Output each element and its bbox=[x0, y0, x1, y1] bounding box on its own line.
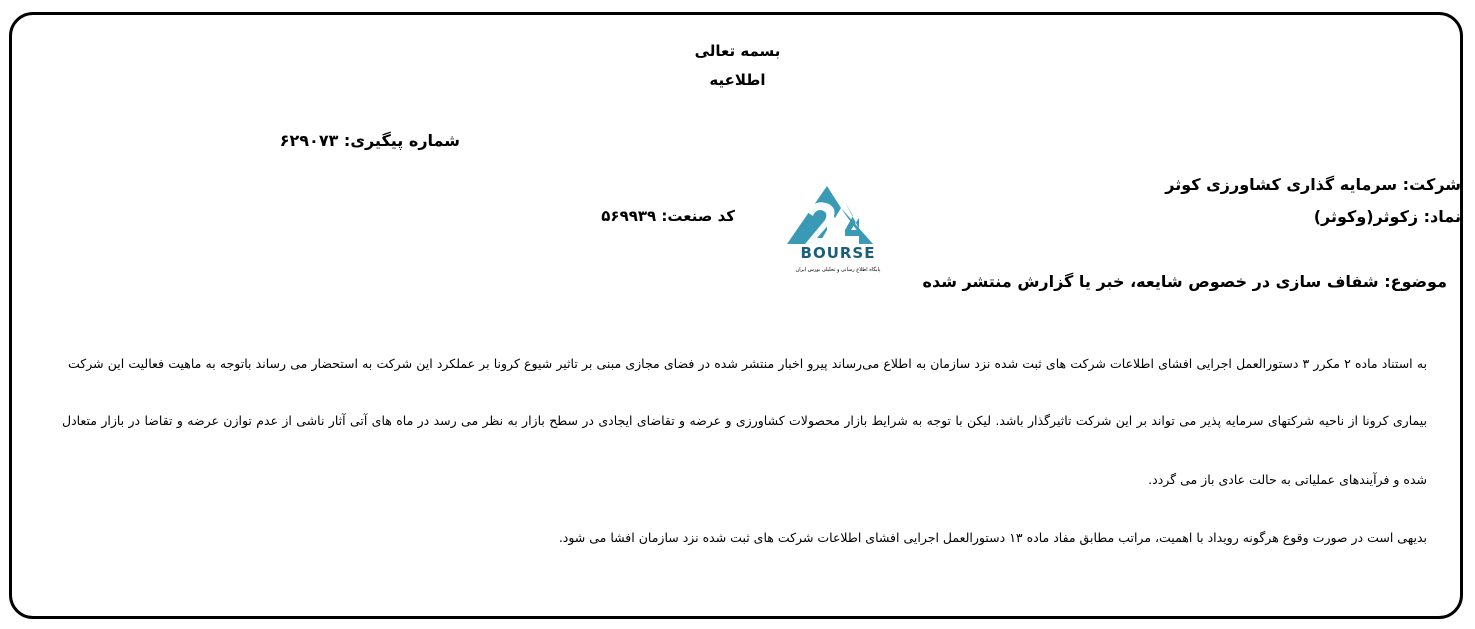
company-name: شرکت: سرمایه گذاری کشاورزی کوثر bbox=[1165, 175, 1461, 194]
body-line-4: بدیهی است در صورت وقوع هرگونه رویداد با اهمیت، مراتب مطابق مفاد ماده ۱۳ دستورالعمل اجرایی افشای اطلاعات شرکت های ثبت شده نزد سازمان افشا می شود. bbox=[558, 530, 1427, 545]
bourse-24-logo-icon bbox=[779, 172, 897, 282]
tracking-number: شماره پیگیری: ۶۲۹۰۷۳ bbox=[279, 131, 460, 150]
logo-subtext: پایگاه اطلاع رسانی و تحلیلی بورس ایران bbox=[795, 267, 881, 273]
body-line-1: به استناد ماده ۲ مکرر ۳ دستورالعمل اجرایی افشای اطلاعات شرکت های ثبت شده نزد سازمان به اطلاع می‌رساند پیرو اخبار منتشر شده در فضای مجازی مبنی بر تاثیر شیوع کرونا بر عملکرد این شرکت به استحضار می رساند باتوجه به ماهیت فعالیت این شرکت bbox=[68, 356, 1427, 371]
header-title: اطلاعیه bbox=[709, 71, 766, 89]
bourse-logo bbox=[779, 172, 897, 282]
industry-code: کد صنعت: ۵۶۹۹۳۹ bbox=[601, 207, 735, 225]
logo-wordmark: BOURSE bbox=[800, 244, 876, 262]
header-bismillah: بسمه تعالی bbox=[694, 42, 781, 60]
document-frame bbox=[9, 12, 1463, 619]
body-line-3: شده و فرآیندهای عملیاتی به حالت عادی باز می گردد. bbox=[1148, 472, 1427, 487]
ticker-symbol: نماد: زکوثر(وکوثر) bbox=[1313, 207, 1461, 226]
body-line-2: بیماری کرونا از ناحیه شرکتهای سرمایه پذیر می تواند بر این شرکت تاثیرگذار باشد. لیکن با توجه به شرایط بازار محصولات کشاورزی و عرضه و تقاضای ایجادی در سطح بازار به نظر می رسد در ماه های آتی آثار ناشی از عدم توازن عرضه و تقاضا در بازار متعادل bbox=[62, 413, 1427, 428]
subject-line: موضوع: شفاف سازی در خصوص شایعه، خبر یا گزارش منتشر شده bbox=[922, 272, 1447, 291]
